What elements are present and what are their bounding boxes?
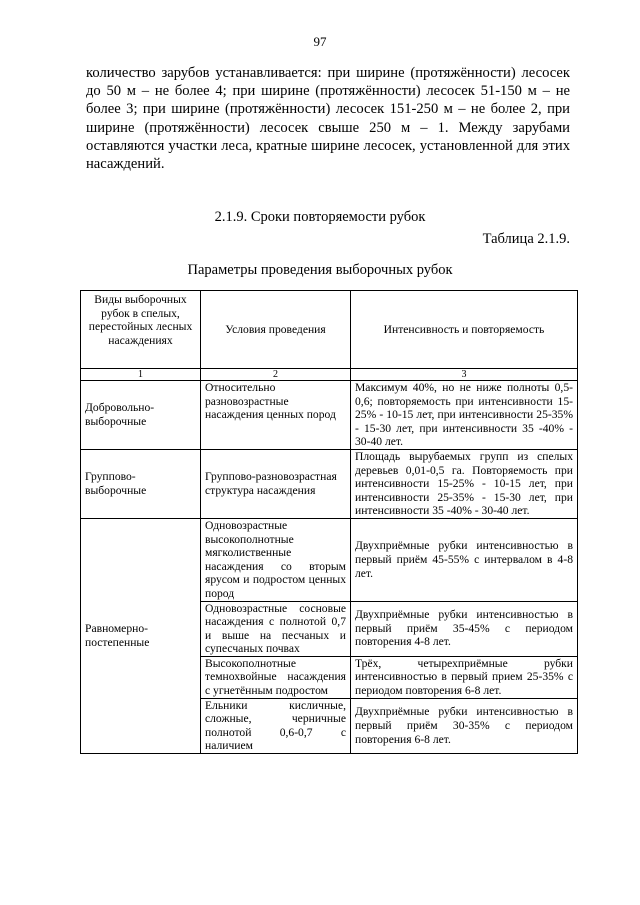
cutting-parameters-table [80,290,578,754]
table-label: Таблица 2.1.9. [482,231,570,247]
header-conditions: Условия проведения [201,291,351,369]
row-condition: Группово-разновозрастная структура насаждения [201,449,351,518]
table-row [81,449,578,518]
header-intensity: Интенсивность и повторяемость [351,291,578,369]
column-number: 2 [201,369,351,381]
row-intensity: Трёх, четырехприёмные рубки интенсивностью в первый прием 25-35% с периодом повторения 6-8 лет. [351,656,578,698]
row-condition: Высокополнотные темнохвойные насаждения с угнетённым подростом [201,656,351,698]
page-number: 97 [313,34,327,49]
column-number-row [81,369,578,381]
row-intensity: Площадь вырубаемых групп из спелых деревьев 0,01-0,5 га. Повторяемость при интенсивности 15-25% - 10-15 лет, при интенсивности 25-35% - 15-30 лет, при интенсивности 35 -40% - 30-40 лет. [351,449,578,518]
row-cutting-type: Добровольно-выборочные [81,381,201,450]
table-header-row [81,291,578,369]
column-number: 3 [351,369,578,381]
column-number: 1 [81,369,201,381]
row-intensity: Максимум 40%, но не ниже полноты 0,5-0,6; повторяемость при интенсивности 15-25% - 10-15 лет, при интенсивности 25-35% - 15-30 лет, при интенсивности 35 -40% - 30-40 лет. [351,381,578,450]
table-title: Параметры проведения выборочных рубок [187,262,453,278]
row-intensity: Двухприёмные рубки интенсивностью в первый приём 35-45% с периодом повторения 4-8 лет. [351,601,578,656]
row-intensity: Двухприёмные рубки интенсивностью в первый приём 30-35% с периодом повторения 6-8 лет. [351,698,578,753]
row-cutting-type: Равномерно-постепенные [81,518,201,753]
section-heading: 2.1.9. Сроки повторяемости рубок [214,209,426,225]
row-cutting-type: Группово-выборочные [81,449,201,518]
row-condition: Одновозрастные сосновые насаждения с полнотой 0,7 и выше на песчаных и супесчаных почвах [201,601,351,656]
table-row [81,518,578,601]
header-cutting-type: Виды выборочных рубок в спелых, перестойных лесных насаждениях [81,291,201,369]
table-row [81,381,578,450]
row-condition: Одновозрастные высокополнотные мягколиственные насаждения со вторым ярусом и подростом ценных пород [201,518,351,601]
row-condition: Ельники кисличные, сложные, черничные полнотой 0,6-0,7 с наличием [201,698,351,753]
intro-paragraph: количество зарубов устанавливается: при ширине (протяжённости) лесосек до 50 м – не более 4; при ширине (протяжённости) лесосек 51-150 м – не более 3; при ширине (протяжённости) лесосек 151-250 м – не более 2, при ширине (протяжённости) лесосек свыше 250 м – 1. Между зарубами оставляются участки леса, кратные ширине лесосек, установленной для этих насаждений. [86,65,570,173]
row-intensity: Двухприёмные рубки интенсивностью в первый приём 45-55% с интервалом в 4-8 лет. [351,518,578,601]
row-condition: Относительно разновозрастные насаждения ценных пород [201,381,351,450]
